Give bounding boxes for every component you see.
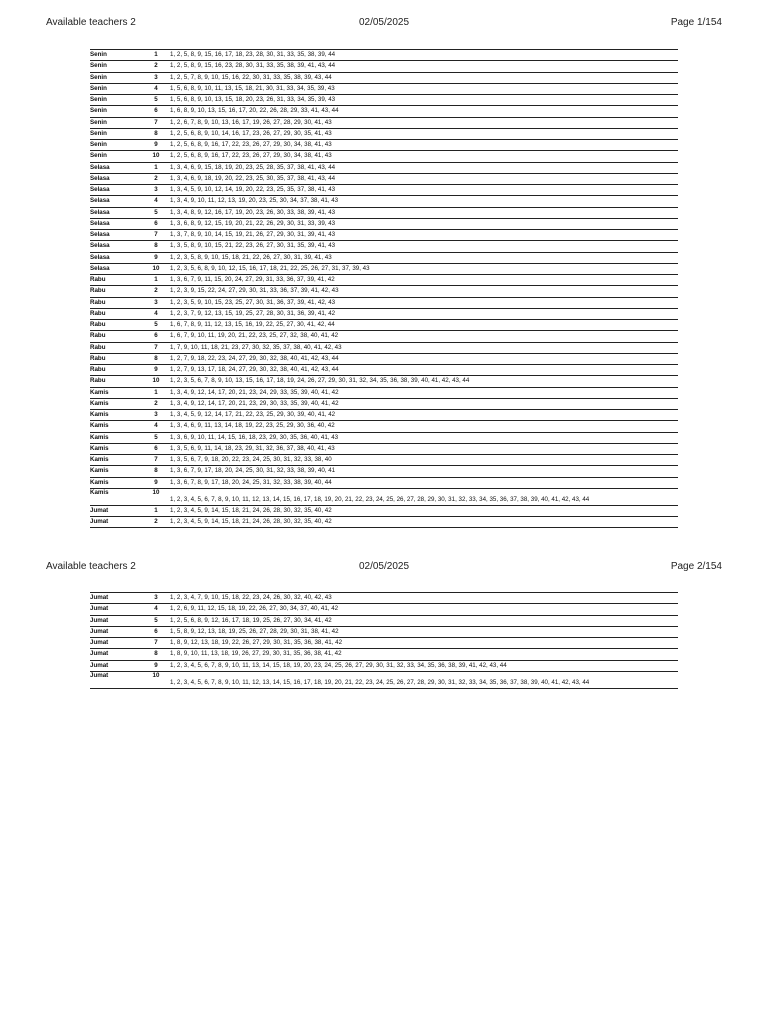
table-row bbox=[90, 84, 678, 95]
day-cell: Selasa bbox=[90, 174, 110, 182]
period-cell: 2 bbox=[154, 399, 158, 407]
day-cell: Senin bbox=[90, 141, 107, 148]
day-cell: Rabu bbox=[90, 343, 106, 351]
day-cell: Rabu bbox=[90, 287, 106, 295]
day-cell: Senin bbox=[90, 107, 107, 115]
table-row bbox=[90, 331, 678, 342]
teacher-list-cell: 1, 3, 4, 6, 9, 18, 19, 20, 22, 23, 25, 30, 35, 37, 38, 41, 43, 44 bbox=[170, 174, 336, 182]
period-cell: 10 bbox=[152, 264, 160, 272]
day-cell: Jumat bbox=[90, 671, 109, 679]
teacher-list-cell: 1, 2, 3, 4, 5, 9, 14, 15, 18, 21, 24, 26, 28, 30, 32, 35, 40, 42 bbox=[170, 518, 332, 525]
table-row bbox=[90, 208, 678, 219]
day-cell: Senin bbox=[90, 84, 107, 92]
table-row bbox=[90, 151, 678, 162]
teacher-list-cell: 1, 2, 3, 4, 5, 6, 7, 8, 9, 10, 11, 12, 13, 14, 15, 16, 17, 18, 19, 20, 21, 22, 23, 24, 25, 26, 27, 28, 29, 30, 31, 32, 33, 34, 35, 36, 37, 38, 39, 40, 41, 42, 43, 44 bbox=[170, 678, 590, 686]
teacher-list-cell: 1, 3, 6, 8, 9, 12, 15, 19, 20, 21, 22, 26, 29, 30, 31, 33, 39, 43 bbox=[170, 219, 336, 227]
table-row bbox=[90, 433, 678, 444]
day-cell: Rabu bbox=[90, 332, 106, 340]
teacher-list-cell: 1, 3, 4, 5, 9, 12, 14, 17, 21, 22, 23, 25, 29, 30, 39, 40, 41, 42 bbox=[170, 411, 336, 418]
period-cell: 5 bbox=[154, 208, 158, 216]
table-row bbox=[90, 444, 678, 455]
teacher-list-cell: 1, 2, 5, 8, 9, 15, 16, 17, 18, 23, 28, 30, 31, 33, 35, 38, 39, 44 bbox=[170, 51, 336, 58]
day-cell: Jumat bbox=[90, 506, 109, 514]
table-row bbox=[90, 95, 678, 106]
period-cell: 6 bbox=[154, 107, 158, 115]
table-row bbox=[90, 343, 678, 354]
teacher-list-cell: 1, 3, 5, 8, 9, 10, 15, 21, 22, 23, 26, 27, 30, 31, 35, 39, 41, 43 bbox=[170, 242, 336, 250]
period-cell: 5 bbox=[154, 433, 158, 441]
period-cell: 7 bbox=[154, 231, 158, 238]
table-row bbox=[90, 309, 678, 320]
report-title: Available teachers 2 bbox=[46, 561, 136, 572]
period-cell: 8 bbox=[154, 242, 158, 250]
day-cell: Selasa bbox=[90, 242, 110, 250]
day-cell: Senin bbox=[90, 129, 107, 137]
period-cell: 6 bbox=[154, 332, 158, 340]
table-row bbox=[90, 410, 678, 421]
day-cell: Jumat bbox=[90, 661, 109, 669]
teacher-list-cell: 1, 2, 3, 7, 9, 12, 13, 15, 19, 25, 27, 28, 30, 31, 36, 39, 41, 42 bbox=[170, 309, 336, 317]
period-cell: 1 bbox=[154, 51, 158, 58]
day-cell: Jumat bbox=[90, 605, 109, 613]
period-cell: 10 bbox=[152, 377, 160, 385]
teacher-list-cell: 1, 3, 5, 6, 9, 11, 14, 18, 23, 29, 31, 32, 36, 37, 38, 40, 41, 43 bbox=[170, 444, 335, 452]
day-cell: Kamis bbox=[90, 488, 109, 496]
table-row bbox=[90, 604, 678, 615]
day-cell: Senin bbox=[90, 152, 107, 160]
period-cell: 2 bbox=[154, 518, 158, 525]
day-cell: Selasa bbox=[90, 253, 110, 261]
period-cell: 1 bbox=[154, 276, 158, 283]
period-cell: 2 bbox=[154, 174, 158, 182]
page-number: Page 1/154 bbox=[670, 17, 722, 28]
day-cell: Senin bbox=[90, 73, 107, 81]
teacher-list-cell: 1, 6, 8, 9, 10, 13, 15, 16, 17, 20, 22, 26, 28, 29, 33, 41, 43, 44 bbox=[170, 107, 339, 115]
day-cell: Kamis bbox=[90, 444, 109, 452]
availability-table bbox=[90, 592, 678, 689]
page-header bbox=[0, 561, 768, 581]
teacher-list-cell: 1, 2, 7, 9, 18, 22, 23, 24, 27, 29, 30, 32, 38, 40, 41, 42, 43, 44 bbox=[170, 354, 339, 362]
period-cell: 3 bbox=[154, 594, 158, 601]
table-row bbox=[90, 140, 678, 151]
teacher-list-cell: 1, 3, 4, 6, 9, 11, 13, 14, 18, 19, 22, 23, 25, 29, 30, 36, 40, 42 bbox=[170, 422, 335, 430]
day-cell: Jumat bbox=[90, 594, 109, 601]
table-row bbox=[90, 275, 678, 286]
teacher-list-cell: 1, 3, 4, 9, 12, 14, 17, 20, 21, 23, 29, 30, 33, 35, 39, 40, 41, 42 bbox=[170, 399, 339, 407]
period-cell: 7 bbox=[154, 343, 158, 351]
table-row bbox=[90, 616, 678, 627]
period-cell: 3 bbox=[154, 73, 158, 81]
table-row bbox=[90, 376, 678, 387]
day-cell: Rabu bbox=[90, 377, 106, 385]
teacher-list-cell: 1, 2, 7, 9, 13, 17, 18, 24, 27, 29, 30, 32, 38, 40, 41, 42, 43, 44 bbox=[170, 366, 339, 373]
report-date: 02/05/2025 bbox=[358, 17, 410, 28]
period-cell: 10 bbox=[152, 488, 160, 496]
day-cell: Rabu bbox=[90, 298, 106, 306]
period-cell: 9 bbox=[154, 141, 158, 148]
teacher-list-cell: 1, 8, 9, 12, 13, 18, 19, 22, 26, 27, 29, 30, 31, 35, 36, 38, 41, 42 bbox=[170, 639, 343, 646]
teacher-list-cell: 1, 3, 4, 6, 9, 15, 18, 19, 20, 23, 25, 28, 35, 37, 38, 41, 43, 44 bbox=[170, 163, 336, 171]
day-cell: Selasa bbox=[90, 163, 110, 171]
teacher-list-cell: 1, 2, 3, 5, 6, 7, 8, 9, 10, 13, 15, 16, 17, 18, 19, 24, 26, 27, 29, 30, 31, 32, 34, 35, 36, 38, 39, 40, 41, 42, 43, 44 bbox=[170, 377, 470, 385]
period-cell: 1 bbox=[154, 388, 158, 396]
teacher-list-cell: 1, 6, 7, 9, 10, 11, 19, 20, 21, 22, 23, 25, 27, 32, 38, 40, 41, 42 bbox=[170, 332, 339, 340]
day-cell: Selasa bbox=[90, 186, 110, 193]
period-cell: 10 bbox=[152, 671, 160, 679]
teacher-list-cell: 1, 3, 6, 7, 9, 17, 18, 20, 24, 25, 30, 31, 32, 33, 38, 39, 40, 41 bbox=[170, 467, 336, 475]
day-cell: Kamis bbox=[90, 411, 109, 418]
day-cell: Rabu bbox=[90, 366, 106, 373]
table-row bbox=[90, 672, 678, 689]
table-row bbox=[90, 50, 678, 61]
period-cell: 9 bbox=[154, 253, 158, 261]
table-row bbox=[90, 241, 678, 252]
teacher-list-cell: 1, 5, 6, 8, 9, 10, 13, 15, 18, 20, 23, 26, 31, 33, 34, 35, 39, 43 bbox=[170, 96, 336, 103]
table-row bbox=[90, 354, 678, 365]
period-cell: 5 bbox=[154, 616, 158, 624]
day-cell: Kamis bbox=[90, 433, 109, 441]
table-row bbox=[90, 286, 678, 297]
teacher-list-cell: 1, 2, 5, 8, 9, 15, 16, 23, 28, 30, 31, 33, 35, 38, 39, 41, 43, 44 bbox=[170, 62, 336, 70]
teacher-list-cell: 1, 2, 3, 9, 15, 22, 24, 27, 29, 30, 31, 33, 36, 37, 39, 41, 42, 43 bbox=[170, 287, 339, 295]
period-cell: 6 bbox=[154, 444, 158, 452]
teacher-list-cell: 1, 2, 3, 5, 6, 8, 9, 10, 12, 15, 16, 17, 18, 21, 22, 25, 26, 27, 31, 37, 39, 43 bbox=[170, 264, 370, 272]
period-cell: 3 bbox=[154, 186, 158, 193]
period-cell: 1 bbox=[154, 506, 158, 514]
teacher-list-cell: 1, 2, 5, 6, 8, 9, 16, 17, 22, 23, 26, 27, 29, 30, 34, 38, 41, 43 bbox=[170, 152, 332, 160]
table-row bbox=[90, 638, 678, 649]
teacher-list-cell: 1, 3, 4, 8, 9, 12, 16, 17, 19, 20, 23, 26, 30, 33, 38, 39, 41, 43 bbox=[170, 208, 336, 216]
table-row bbox=[90, 649, 678, 660]
period-cell: 8 bbox=[154, 354, 158, 362]
period-cell: 6 bbox=[154, 627, 158, 635]
table-row bbox=[90, 661, 678, 672]
teacher-list-cell: 1, 6, 7, 8, 9, 11, 12, 13, 15, 16, 19, 22, 25, 27, 30, 41, 42, 44 bbox=[170, 321, 335, 328]
table-row bbox=[90, 264, 678, 275]
teacher-list-cell: 1, 2, 3, 4, 7, 9, 10, 15, 18, 22, 23, 24, 26, 30, 32, 40, 42, 43 bbox=[170, 594, 332, 601]
day-cell: Selasa bbox=[90, 231, 110, 238]
table-row bbox=[90, 129, 678, 140]
table-row bbox=[90, 478, 678, 489]
table-row bbox=[90, 455, 678, 466]
teacher-list-cell: 1, 3, 6, 7, 8, 9, 17, 18, 20, 24, 25, 31, 32, 33, 38, 39, 40, 44 bbox=[170, 478, 332, 486]
page-number: Page 2/154 bbox=[670, 561, 722, 572]
period-cell: 8 bbox=[154, 467, 158, 475]
period-cell: 8 bbox=[154, 129, 158, 137]
teacher-list-cell: 1, 5, 6, 8, 9, 10, 11, 13, 15, 18, 21, 30, 31, 33, 34, 35, 39, 43 bbox=[170, 84, 335, 92]
table-row bbox=[90, 517, 678, 528]
day-cell: Senin bbox=[90, 62, 107, 70]
table-row bbox=[90, 61, 678, 72]
page-header bbox=[0, 17, 768, 37]
period-cell: 9 bbox=[154, 478, 158, 486]
teacher-list-cell: 1, 2, 3, 4, 5, 6, 7, 8, 9, 10, 11, 12, 13, 14, 15, 16, 17, 18, 19, 20, 21, 22, 23, 24, 25, 26, 27, 28, 29, 30, 31, 32, 33, 34, 35, 36, 37, 38, 39, 40, 41, 42, 43, 44 bbox=[170, 495, 590, 503]
period-cell: 9 bbox=[154, 366, 158, 373]
table-row bbox=[90, 253, 678, 264]
table-row bbox=[90, 185, 678, 196]
teacher-list-cell: 1, 3, 5, 6, 7, 9, 18, 20, 22, 23, 24, 25, 30, 31, 32, 33, 38, 40 bbox=[170, 456, 332, 463]
teacher-list-cell: 1, 2, 6, 9, 11, 12, 15, 18, 19, 22, 26, 27, 30, 34, 37, 40, 41, 42 bbox=[170, 605, 339, 613]
table-row bbox=[90, 196, 678, 207]
table-row bbox=[90, 506, 678, 517]
table-row bbox=[90, 320, 678, 331]
period-cell: 4 bbox=[154, 605, 158, 613]
day-cell: Kamis bbox=[90, 467, 109, 475]
day-cell: Jumat bbox=[90, 616, 109, 624]
table-row bbox=[90, 230, 678, 241]
day-cell: Jumat bbox=[90, 650, 109, 658]
period-cell: 10 bbox=[152, 152, 160, 160]
period-cell: 7 bbox=[154, 456, 158, 463]
period-cell: 7 bbox=[154, 118, 158, 126]
table-row bbox=[90, 219, 678, 230]
table-row bbox=[90, 593, 678, 604]
table-row bbox=[90, 163, 678, 174]
day-cell: Kamis bbox=[90, 456, 109, 463]
day-cell: Senin bbox=[90, 118, 107, 126]
day-cell: Selasa bbox=[90, 264, 110, 272]
table-row bbox=[90, 174, 678, 185]
teacher-list-cell: 1, 2, 5, 6, 8, 9, 16, 17, 22, 23, 26, 27, 29, 30, 34, 38, 41, 43 bbox=[170, 141, 332, 148]
page-1 bbox=[0, 17, 768, 557]
table-row bbox=[90, 388, 678, 399]
teacher-list-cell: 1, 3, 4, 9, 10, 11, 12, 13, 19, 20, 23, 25, 30, 34, 37, 38, 41, 43 bbox=[170, 197, 339, 205]
period-cell: 5 bbox=[154, 96, 158, 103]
day-cell: Rabu bbox=[90, 354, 106, 362]
table-row bbox=[90, 298, 678, 309]
teacher-list-cell: 1, 7, 9, 10, 11, 18, 21, 23, 27, 30, 32, 35, 37, 38, 40, 41, 42, 43 bbox=[170, 343, 342, 351]
day-cell: Jumat bbox=[90, 518, 109, 525]
table-row bbox=[90, 106, 678, 117]
teacher-list-cell: 1, 3, 4, 9, 12, 14, 17, 20, 21, 23, 24, 29, 33, 35, 39, 40, 41, 42 bbox=[170, 388, 339, 396]
period-cell: 4 bbox=[154, 309, 158, 317]
period-cell: 6 bbox=[154, 219, 158, 227]
teacher-list-cell: 1, 3, 6, 7, 9, 11, 15, 20, 24, 27, 29, 31, 33, 36, 37, 39, 41, 42 bbox=[170, 276, 335, 283]
day-cell: Senin bbox=[90, 51, 107, 58]
period-cell: 9 bbox=[154, 661, 158, 669]
teacher-list-cell: 1, 8, 9, 10, 11, 13, 18, 19, 26, 27, 29, 30, 31, 35, 36, 38, 41, 42 bbox=[170, 650, 342, 658]
table-row bbox=[90, 118, 678, 129]
teacher-list-cell: 1, 3, 4, 5, 9, 10, 12, 14, 19, 20, 22, 23, 25, 35, 37, 38, 41, 43 bbox=[170, 186, 336, 193]
table-row bbox=[90, 627, 678, 638]
table-row bbox=[90, 421, 678, 432]
teacher-list-cell: 1, 2, 3, 5, 8, 9, 10, 15, 18, 21, 22, 26, 27, 30, 31, 39, 41, 43 bbox=[170, 253, 332, 261]
teacher-list-cell: 1, 2, 5, 6, 8, 9, 12, 16, 17, 18, 19, 25, 26, 27, 30, 34, 41, 42 bbox=[170, 616, 332, 624]
teacher-list-cell: 1, 2, 3, 4, 5, 6, 7, 8, 9, 10, 11, 13, 14, 15, 18, 19, 20, 23, 24, 25, 26, 27, 29, 30, 31, 32, 33, 34, 35, 36, 38, 39, 41, 42, 43, 44 bbox=[170, 661, 507, 669]
day-cell: Kamis bbox=[90, 399, 109, 407]
period-cell: 5 bbox=[154, 321, 158, 328]
availability-table bbox=[90, 49, 678, 528]
period-cell: 2 bbox=[154, 287, 158, 295]
teacher-list-cell: 1, 2, 5, 6, 8, 9, 10, 14, 16, 17, 23, 26, 27, 29, 30, 35, 41, 43 bbox=[170, 129, 332, 137]
table-row bbox=[90, 489, 678, 506]
report-date: 02/05/2025 bbox=[358, 561, 410, 572]
day-cell: Rabu bbox=[90, 276, 106, 283]
period-cell: 7 bbox=[154, 639, 158, 646]
day-cell: Rabu bbox=[90, 309, 106, 317]
day-cell: Kamis bbox=[90, 478, 109, 486]
table-row bbox=[90, 365, 678, 376]
teacher-list-cell: 1, 2, 3, 4, 5, 9, 14, 15, 18, 21, 24, 26, 28, 30, 32, 35, 40, 42 bbox=[170, 506, 332, 514]
teacher-list-cell: 1, 2, 6, 7, 8, 9, 10, 13, 16, 17, 19, 26, 27, 28, 29, 30, 41, 43 bbox=[170, 118, 332, 126]
teacher-list-cell: 1, 2, 3, 5, 9, 10, 15, 23, 25, 27, 30, 31, 36, 37, 39, 41, 42, 43 bbox=[170, 298, 336, 306]
day-cell: Selasa bbox=[90, 197, 110, 205]
period-cell: 4 bbox=[154, 422, 158, 430]
day-cell: Jumat bbox=[90, 627, 109, 635]
report-title: Available teachers 2 bbox=[46, 17, 136, 28]
period-cell: 8 bbox=[154, 650, 158, 658]
table-row bbox=[90, 73, 678, 84]
day-cell: Kamis bbox=[90, 388, 109, 396]
day-cell: Kamis bbox=[90, 422, 109, 430]
day-cell: Selasa bbox=[90, 208, 110, 216]
teacher-list-cell: 1, 3, 6, 9, 10, 11, 14, 15, 16, 18, 23, 29, 30, 35, 36, 40, 41, 43 bbox=[170, 433, 339, 441]
table-row bbox=[90, 466, 678, 477]
day-cell: Jumat bbox=[90, 639, 109, 646]
period-cell: 4 bbox=[154, 84, 158, 92]
teacher-list-cell: 1, 3, 7, 8, 9, 10, 14, 15, 19, 21, 26, 27, 29, 30, 31, 39, 41, 43 bbox=[170, 231, 336, 238]
period-cell: 3 bbox=[154, 411, 158, 418]
teacher-list-cell: 1, 2, 5, 7, 8, 9, 10, 15, 16, 22, 30, 31, 33, 35, 38, 39, 43, 44 bbox=[170, 73, 332, 81]
period-cell: 4 bbox=[154, 197, 158, 205]
day-cell: Selasa bbox=[90, 219, 110, 227]
period-cell: 3 bbox=[154, 298, 158, 306]
day-cell: Senin bbox=[90, 96, 107, 103]
page-2 bbox=[0, 561, 768, 1021]
table-row bbox=[90, 399, 678, 410]
day-cell: Rabu bbox=[90, 321, 106, 328]
period-cell: 1 bbox=[154, 163, 158, 171]
teacher-list-cell: 1, 5, 8, 9, 12, 13, 18, 19, 25, 26, 27, 28, 29, 30, 31, 38, 41, 42 bbox=[170, 627, 339, 635]
period-cell: 2 bbox=[154, 62, 158, 70]
